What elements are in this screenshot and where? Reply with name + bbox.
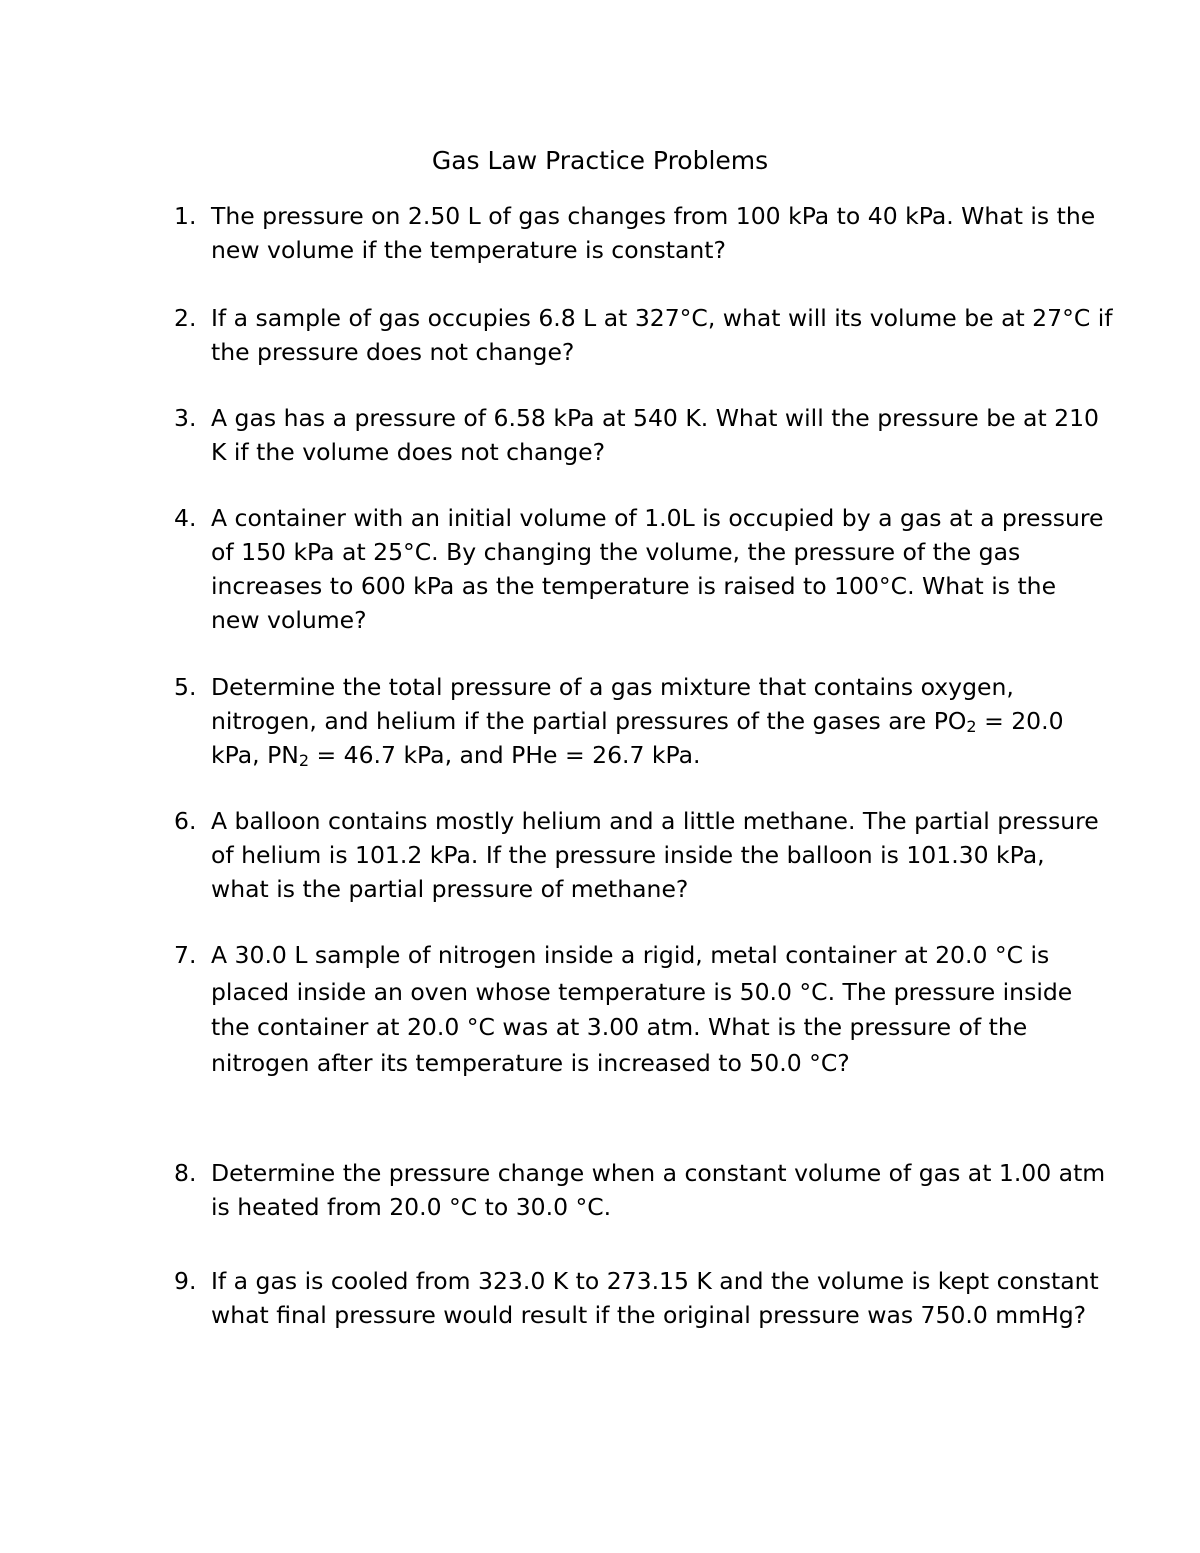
problem-text-line xyxy=(211,738,701,772)
problem-number: 9. xyxy=(174,1267,197,1295)
text-segment: kPa, PN xyxy=(211,741,299,769)
problem-text-line: Determine the pressure change when a constant volume of gas at 1.00 atm xyxy=(211,1159,1106,1187)
problem-number: 4. xyxy=(174,504,197,532)
problem-number: 5. xyxy=(174,673,197,701)
problem-text-line: is heated from 20.0 °C to 30.0 °C. xyxy=(211,1193,612,1221)
problem-text-line: increases to 600 kPa as the temperature is raised to 100°C. What is the xyxy=(211,572,1057,600)
problem-text-line: The pressure on 2.50 L of gas changes from 100 kPa to 40 kPa. What is the xyxy=(211,202,1096,230)
problem-number: 6. xyxy=(174,807,197,835)
problem-number: 3. xyxy=(174,404,197,432)
subscript: 2 xyxy=(298,751,310,770)
text-segment: nitrogen, and helium if the partial pressures of the gases are PO xyxy=(211,707,967,735)
problem-text-line: nitrogen after its temperature is increased to 50.0 °C? xyxy=(211,1049,850,1077)
problem-text-line: A balloon contains mostly helium and a little methane. The partial pressure xyxy=(211,807,1099,835)
problem-number: 7. xyxy=(174,941,197,969)
text-segment: = 20.0 xyxy=(976,707,1064,735)
problem-text-line: A gas has a pressure of 6.58 kPa at 540 K. What will the pressure be at 210 xyxy=(211,404,1099,432)
page-title: Gas Law Practice Problems xyxy=(431,146,769,175)
problem-text-line: the container at 20.0 °C was at 3.00 atm. What is the pressure of the xyxy=(211,1013,1028,1041)
problem-text-line: what final pressure would result if the original pressure was 750.0 mmHg? xyxy=(211,1301,1087,1329)
problem-text-line: If a sample of gas occupies 6.8 L at 327°C, what will its volume be at 27°C if xyxy=(211,304,1113,332)
problem-text-line: Determine the total pressure of a gas mixture that contains oxygen, xyxy=(211,673,1014,701)
problem-text-line xyxy=(211,704,1064,738)
problem-text-line: new volume? xyxy=(211,606,367,634)
problem-number: 2. xyxy=(174,304,197,332)
problem-text-line: K if the volume does not change? xyxy=(211,438,606,466)
problem-text-line: A container with an initial volume of 1.0L is occupied by a gas at a pressure xyxy=(211,504,1104,532)
problem-number: 1. xyxy=(174,202,197,230)
problem-text-line: the pressure does not change? xyxy=(211,338,575,366)
problem-text-line: A 30.0 L sample of nitrogen inside a rigid, metal container at 20.0 °C is xyxy=(211,941,1050,969)
problem-number: 8. xyxy=(174,1159,197,1187)
text-segment: = 46.7 kPa, and PHe = 26.7 kPa. xyxy=(309,741,701,769)
subscript: 2 xyxy=(966,717,977,736)
problem-text-line: of helium is 101.2 kPa. If the pressure inside the balloon is 101.30 kPa, xyxy=(211,841,1045,869)
problem-text-line: If a gas is cooled from 323.0 K to 273.15 K and the volume is kept constant xyxy=(211,1267,1099,1295)
problem-text-line: new volume if the temperature is constant? xyxy=(211,236,726,264)
problem-text-line: placed inside an oven whose temperature is 50.0 °C. The pressure inside xyxy=(211,978,1073,1006)
problem-text-line: of 150 kPa at 25°C. By changing the volume, the pressure of the gas xyxy=(211,538,1021,566)
problem-text-line: what is the partial pressure of methane? xyxy=(211,875,689,903)
